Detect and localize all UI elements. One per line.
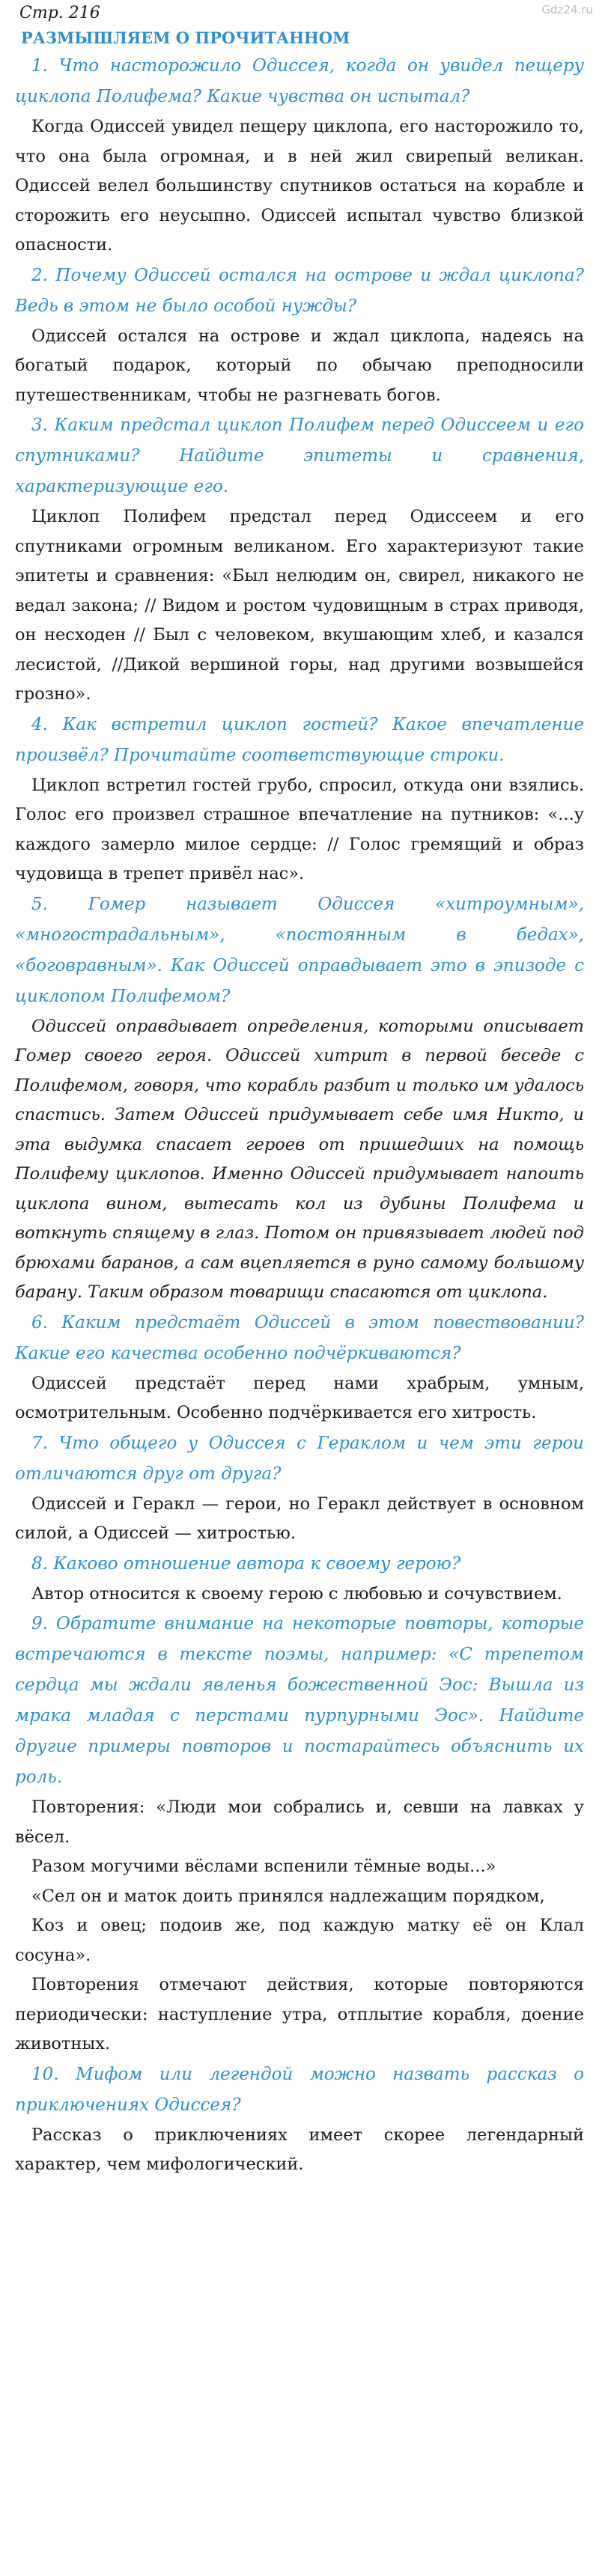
answer-9-line-4: Коз и овец; подоив же, под каждую матку её он Клал сосуна». <box>15 1916 584 1965</box>
question-4: 4. Как встретил циклоп гостей? Какое впечатление произвёл? Прочитайте соответствующие строки. <box>15 714 584 765</box>
answer-10: Рассказ о приключениях имеет скорее легендарный характер, чем мифологический. <box>15 2125 584 2174</box>
question-3: 3. Каким предстал циклоп Полифем перед Одиссеем и его спутниками? Найдите эпитеты и сравнения, характеризующие его. <box>15 415 584 496</box>
qa-item-9 <box>15 1609 584 2059</box>
answer-4: Циклоп встретил гостей грубо, спросил, откуда они взялись. Голос его произвел страшное впечатление на путников: «...у каждого замерло милое сердце: // Голос гремящий и образ чудовища в трепет привёл нас». <box>15 775 584 883</box>
qa-item-8 <box>15 1549 584 1610</box>
answer-7: Одиссей и Геракл — герои, но Геракл действует в основном силой, а Одиссей — хитростью. <box>15 1493 584 1543</box>
question-10: 10. Мифом или легендой можно назвать рассказ о приключениях Одиссея? <box>15 2064 584 2115</box>
answer-9-line-1: Повторения: «Люди мои собрались и, севши на лавках у вёсел. <box>15 1797 584 1847</box>
qa-item-6 <box>15 1308 584 1428</box>
question-7: 7. Что общего у Одиссея с Гераклом и чем эти герои отличаются друг от друга? <box>15 1433 584 1484</box>
section-title: РАЗМЫШЛЯЕМ О ПРОЧИТАННОМ <box>21 28 350 47</box>
question-2: 2. Почему Одиссей остался на острове и ждал циклопа? Ведь в этом не было особой нужды? <box>15 265 584 316</box>
answer-8: Автор относится к своему герою с любовью и сочувствием. <box>31 1583 562 1604</box>
answer-6: Одиссей предстаёт перед нами храбрым, умным, осмотрительным. Особенно подчёркивается его хитрость. <box>15 1373 584 1422</box>
qa-item-10 <box>15 2059 584 2180</box>
qa-item-1 <box>15 51 584 261</box>
qa-item-2 <box>15 261 584 411</box>
answer-2: Одиссей остался на острове и ждал циклопа, надеясь на богатый подарок, который по обычаю преподносили путешественникам, чтобы не разгневать богов. <box>15 326 584 405</box>
qa-item-5 <box>15 889 584 1308</box>
question-6: 6. Каким предстаёт Одиссей в этом повествовании? Какие его качества особенно подчёркиваются? <box>15 1312 584 1363</box>
qa-item-7 <box>15 1428 584 1549</box>
question-5: 5. Гомер называет Одиссея «хитроумным», «многострадальным», «постоянным в бедах», «боговравным». Как Одиссей оправдывает это в эпизоде с циклопом Полифемом? <box>15 894 584 1006</box>
site-watermark: Gdz24.ru <box>541 3 593 16</box>
answer-3: Циклоп Полифем предстал перед Одиссеем и его спутниками огромным великаном. Его характеризуют такие эпитеты и сравнения: «Был нелюдим он, свирел, никакого не ведал закона; // Видом и ростом чудовищным в страх приводя, он несходен // Был с человеком, вкушающим хлеб, и казался лесистой, //Дикой вершиной горы, над другими возвышейся грозно». <box>15 507 584 704</box>
answer-9-line-5: Повторения отмечают действия, которые повторяются периодически: наступление утра, отплытие корабля, доение животных. <box>15 1975 584 2053</box>
answer-9-line-3: «Сел он и маток доить принялся надлежащим порядком, <box>31 1886 545 1906</box>
answer-5: Одиссей оправдывает определения, которыми описывает Гомер своего героя. Одиссей хитрит в первой беседе с Полифемом, говоря, что корабль разбит и только им удалось спастись. Затем Одиссей придумывает себе имя Никто, и эта выдумка спасает героев от пришедших на помощь Полифему циклопов. Именно Одиссей придумывает напоить циклопа вином, вытесать кол из дубины Полифема и воткнуть спящему в глаз. Потом он привязывает людей под брюхами баранов, а сам вцепляется в руно самому большому барану. Таким образом товарищи спасаются от циклопа. <box>15 1016 584 1302</box>
question-9: 9. Обратите внимание на некоторые повторы, которые встречаются в тексте поэмы, например: «С трепетом сердца мы ждали явленья божественной Эос: Вышла из мрака младая с перстами пурпурными Эос». Найдите другие примеры повторов и постарайтесь объяснить их роль. <box>15 1614 584 1787</box>
question-1: 1. Что насторожило Одиссея, когда он увидел пещеру циклопа Полифема? Какие чувства он испытал? <box>15 56 584 106</box>
question-8: 8. Каково отношение автора к своему герою? <box>31 1553 461 1574</box>
qa-item-3 <box>15 410 584 710</box>
answer-9-line-2: Разом могучими вёслами вспенили тёмные воды...» <box>31 1857 496 1876</box>
answer-1: Когда Одиссей увидел пещеру циклопа, его насторожило то, что она была огромная, и в ней жил свирепый великан. Одиссей велел большинству спутников остаться на корабле и сторожить его неусыпно. Одиссей испытал чувство близкой опасности. <box>15 117 584 255</box>
qa-item-4 <box>15 710 584 889</box>
page-reference: Стр. 216 <box>19 4 100 22</box>
